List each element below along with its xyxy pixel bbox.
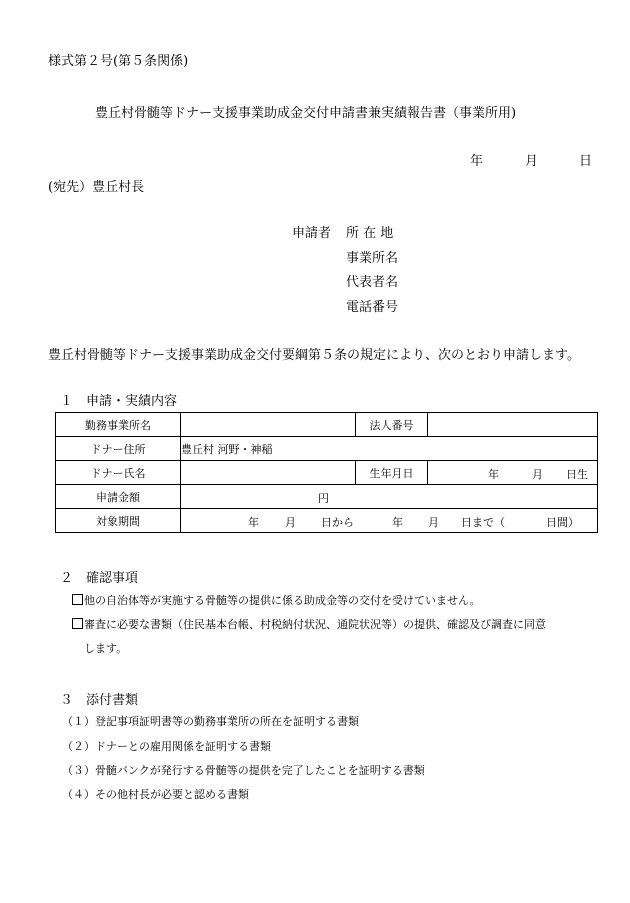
donor-address-value: 豊丘村 河野・神稲 — [181, 442, 273, 456]
table-row — [56, 413, 598, 437]
address-label: 所 在 地 — [346, 226, 394, 241]
amount-unit: 円 — [318, 492, 329, 505]
table-row — [56, 485, 598, 509]
section1-heading: １ 申請・実績内容 — [60, 394, 178, 409]
amount-label: 申請金額 — [56, 485, 181, 509]
donor-address-field[interactable] — [181, 437, 598, 461]
confirm-item-1-text: 他の自治体等が実施する骨髄等の提供に係る助成金等の交付を受けていません。 — [84, 594, 481, 607]
period-to: 日まで（ — [461, 516, 505, 529]
table-row — [56, 437, 598, 461]
attachment-item: （４）その他村長が必要と認める書類 — [62, 788, 249, 801]
donor-address-label: ドナー住所 — [56, 437, 181, 461]
date-month-label: 月 — [525, 154, 539, 169]
birth-month-label: 月 — [532, 468, 543, 481]
corp-number-label: 法人番号 — [356, 413, 428, 437]
amount-field[interactable] — [181, 485, 598, 509]
birth-date-field[interactable] — [428, 461, 598, 485]
period-field[interactable] — [181, 509, 598, 533]
section2-heading: ２ 確認事項 — [60, 571, 139, 586]
representative-label: 代表者名 — [346, 275, 399, 290]
phone-label: 電話番号 — [346, 300, 399, 315]
attachment-item: （２）ドナーとの雇用関係を証明する書類 — [62, 740, 271, 753]
birth-day-label: 日生 — [566, 468, 588, 481]
date-day-label: 日 — [579, 154, 593, 169]
period-month2: 月 — [428, 516, 439, 529]
addressee: (宛先）豊丘村長 — [48, 180, 145, 195]
period-from: 日から — [321, 516, 354, 529]
checkbox-icon[interactable] — [72, 618, 83, 629]
form-number: 様式第２号(第５条関係) — [48, 54, 189, 69]
checkbox-icon[interactable] — [72, 594, 83, 605]
donor-name-field[interactable] — [181, 461, 356, 485]
table-row — [56, 461, 598, 485]
section3-heading: ３ 添付書類 — [60, 693, 139, 708]
workplace-label: 勤務事業所名 — [56, 413, 181, 437]
attachment-item: （３）骨髄バンクが発行する骨髄等の提供を完了したことを証明する書類 — [62, 764, 425, 777]
period-year2: 年 — [392, 516, 403, 529]
period-month1: 月 — [285, 516, 296, 529]
confirm-item-2-cont: します。 — [84, 642, 128, 655]
attachment-item: （１）登記事項証明書等の勤務事業所の所在を証明する書類 — [62, 715, 359, 728]
date-year-label: 年 — [470, 154, 484, 169]
donor-name-label: ドナー氏名 — [56, 461, 181, 485]
workplace-field[interactable] — [181, 413, 356, 437]
application-table — [55, 412, 598, 533]
document-title: 豊丘村骨髄等ドナー支援事業助成金交付申請書兼実績報告書（事業所用) — [95, 106, 517, 121]
period-days: 日間） — [546, 516, 579, 529]
birth-year-label: 年 — [488, 468, 499, 481]
period-label: 対象期間 — [56, 509, 181, 533]
confirm-item-2-text: 審査に必要な書類（住民基本台帳、村税納付状況、通院状況等）の提供、確認及び調査に同意 — [84, 618, 546, 631]
confirm-item-2[interactable] — [72, 616, 546, 632]
applicant-label: 申請者 — [292, 226, 332, 241]
table-row — [56, 509, 598, 533]
birth-date-label: 生年月日 — [356, 461, 428, 485]
confirm-item-1[interactable] — [72, 592, 481, 608]
corp-number-field[interactable] — [428, 413, 598, 437]
period-year1: 年 — [248, 516, 259, 529]
intro-text: 豊丘村骨髄等ドナー支援事業助成金交付要綱第５条の規定により、次のとおり申請します。 — [48, 348, 580, 363]
business-name-label: 事業所名 — [346, 251, 399, 266]
